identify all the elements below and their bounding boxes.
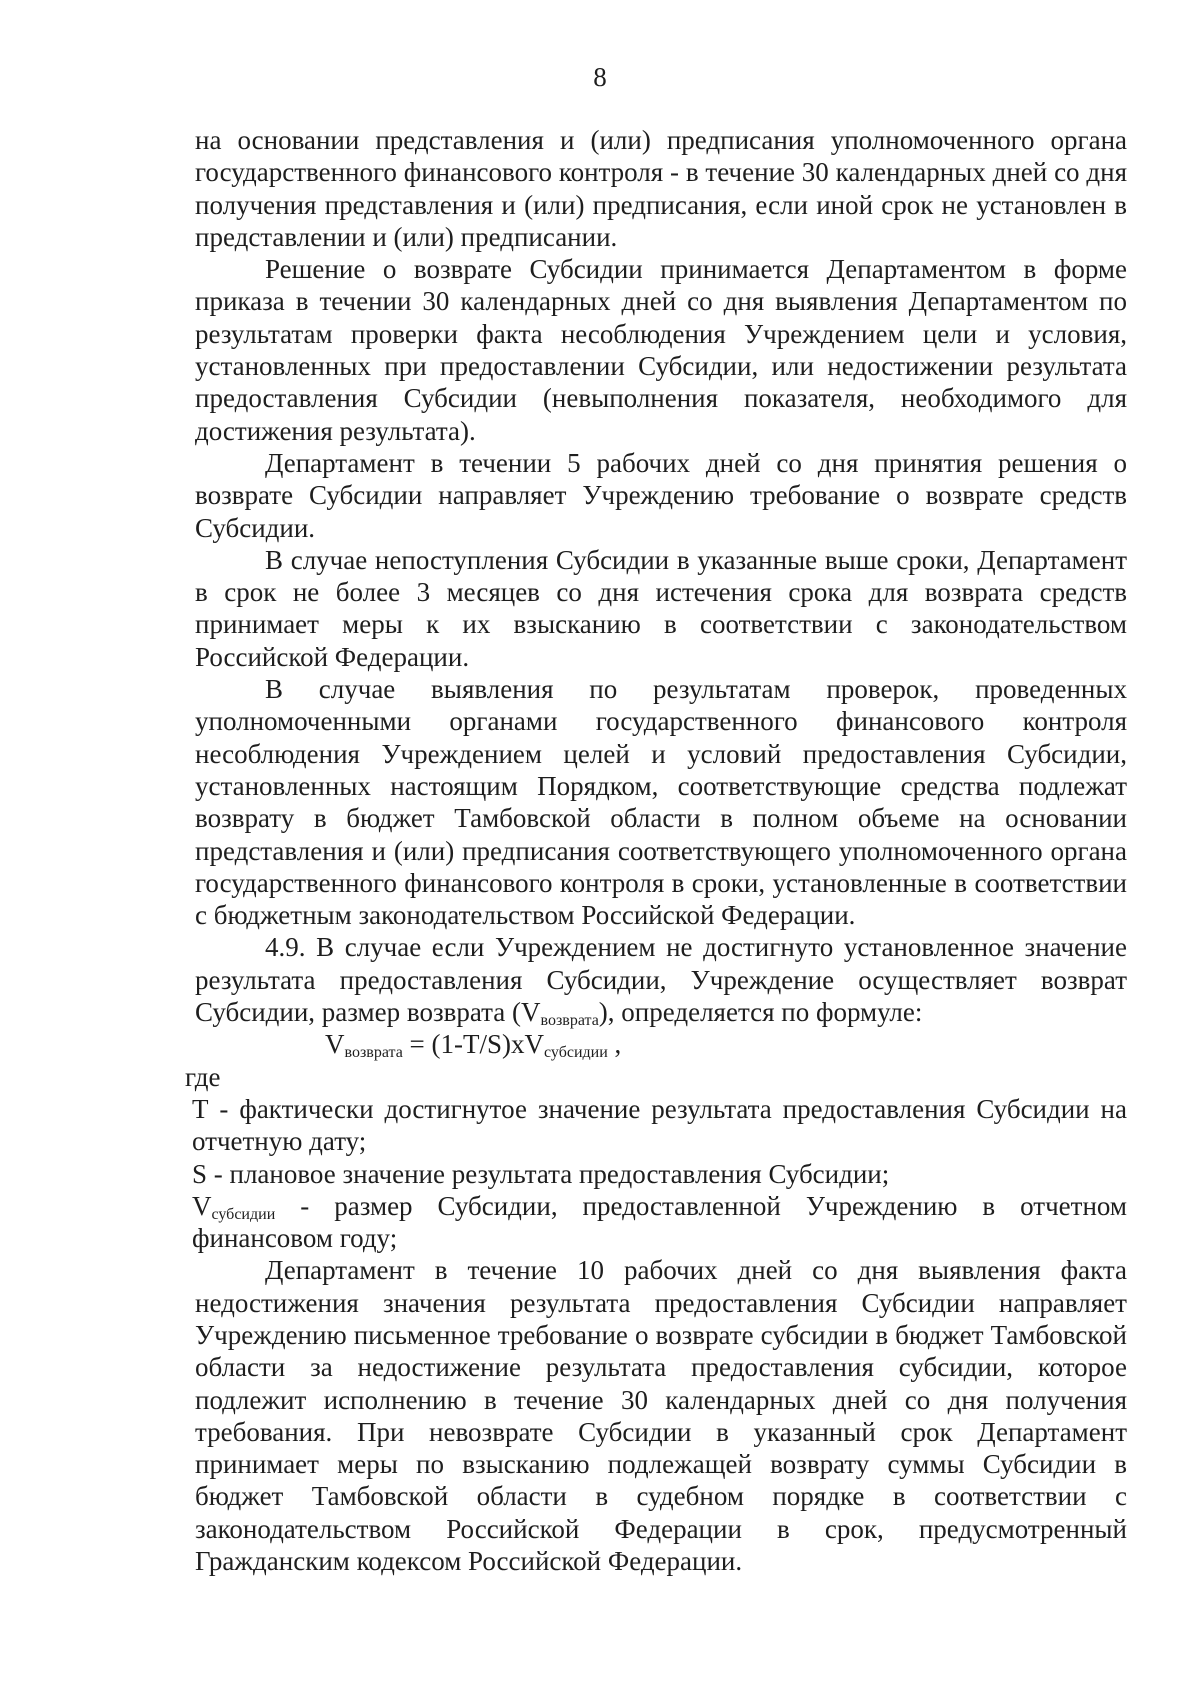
document-body: [185, 124, 1127, 1577]
paragraph-continuation: на основании представления и (или) предписания уполномоченного органа государственного финансового контроля - в течение 30 календарных дней со дня получения представления и (или) предписания, если иной срок не установлен в представлении и (или) предписании.: [195, 125, 1127, 252]
definition-t: Т - фактически достигнутое значение результата предоставления Субсидии на отчетную дату;: [192, 1093, 1127, 1157]
paragraph-control-violations: В случае выявления по результатам проверок, проведенных уполномоченными органами государственного финансового контроля несоблюдения Учреждением целей и условий предоставления Субсидии, установленных настоящим Порядком, соответствующие средства подлежат возврату в бюджет Тамбовской области в полном объеме на основании представления и (или) предписания соответствующего уполномоченного органа государственного финансового контроля в сроки, установленные в соответствии с бюджетным законодательством Российской Федерации.: [195, 674, 1127, 931]
paragraph-non-achievement: Департамент в течение 10 рабочих дней со дня выявления факта недостижения значения результата предоставления Субсидии направляет Учреждению письменное требование о возврате субсидии в бюджет Тамбовской области за недостижение результата предоставления субсидии, которое подлежит исполнению в течение 30 календарных дней со дня получения требования. При невозврате Субсидии в указанный срок Департамент принимает меры по взысканию подлежащей возврату суммы Субсидии в бюджет Тамбовской области в судебном порядке в соответствии с законодательством Российской Федерации в срок, предусмотренный Гражданским кодексом Российской Федерации.: [195, 1255, 1127, 1577]
formula-subscript-subsidy: субсидии: [544, 1044, 608, 1062]
paragraph-return-requirement: Департамент в течении 5 рабочих дней со дня принятия решения о возврате Субсидии направляет Учреждению требование о возврате средств Субсидии.: [195, 447, 1127, 543]
definition-v-text: - размер Субсидии, предоставленной Учреждению в отчетном финансовом году;: [192, 1190, 1127, 1254]
paragraph-4-9: [195, 931, 1127, 1028]
formula-subscript-return: возврата: [344, 1044, 403, 1062]
paragraph-4-9-tail: ), определяется по формуле:: [598, 997, 923, 1028]
subscript-return: возврата: [540, 1012, 599, 1030]
definition-v-subscript: субсидии: [211, 1205, 276, 1223]
definition-v: [192, 1190, 1127, 1255]
formula-v: V: [325, 1029, 345, 1060]
formula: [195, 1028, 1127, 1060]
paragraph-return-decision: Решение о возврате Субсидии принимается Департаментом в форме приказа в течении 30 календарных дней со дня выявления Департаментом по результатам проверки факта несоблюдения Учреждением цели и условия, установленных при предоставлении Субсидии, или недостижении результата предоставления Субсидии (невыполнения показателя, необходимого для достижения результата).: [195, 254, 1127, 446]
formula-end: ,: [607, 1029, 622, 1060]
paragraph-non-receipt: В случае непоступления Субсидии в указанные выше сроки, Департамент в срок не более 3 месяцев со дня истечения срока для возврата средств принимает меры к их взысканию в соответствии с законодательством Российской Федерации.: [195, 544, 1127, 672]
where-label: где: [185, 1061, 221, 1092]
paragraph-4-9-text: 4.9. В случае если Учреждением не достигнуто установленное значение результата предоставления Субсидии, Учреждение осуществляет возврат Субсидии, размер возврата (V: [195, 932, 1127, 1028]
definition-v-letter: V: [192, 1190, 212, 1221]
definition-s: S - плановое значение результата предоставления Субсидии;: [192, 1158, 890, 1189]
formula-body: = (1-T/S)xV: [402, 1029, 545, 1060]
page-number: 8: [593, 62, 607, 92]
